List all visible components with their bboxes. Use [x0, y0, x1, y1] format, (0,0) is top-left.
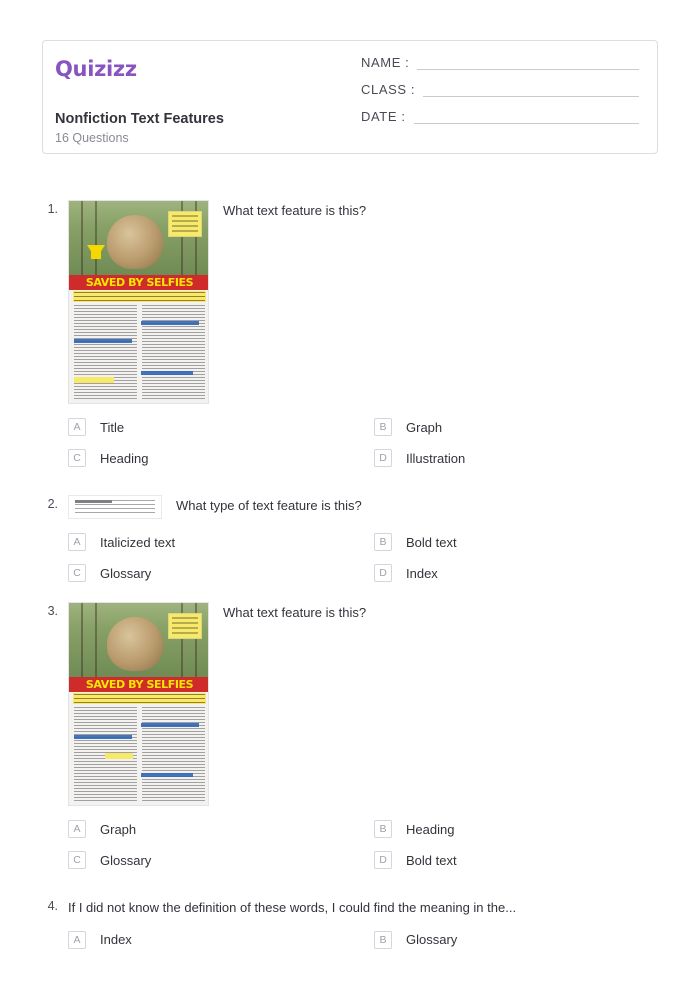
question-4-head	[42, 897, 658, 917]
class-field-row	[361, 82, 639, 97]
question-4-body	[68, 897, 658, 917]
question-1-body	[68, 200, 658, 404]
option-2d[interactable]	[374, 564, 658, 582]
text-snippet-thumbnail-icon	[68, 495, 162, 519]
sticky-note-icon	[168, 613, 202, 639]
question-1-number: 1.	[47, 202, 58, 216]
newspaper-headline: SAVED BY SELFIES	[69, 275, 209, 290]
option-letter: D	[374, 564, 392, 582]
newspaper-columns	[74, 707, 205, 801]
sticky-note-icon	[168, 211, 202, 237]
question-2-options	[68, 533, 658, 582]
option-2a[interactable]	[68, 533, 374, 551]
name-label: NAME :	[361, 55, 410, 70]
question-2-text: What type of text feature is this?	[176, 498, 362, 513]
option-label: Italicized text	[100, 534, 176, 550]
question-2-head	[42, 495, 658, 519]
option-letter: A	[68, 931, 86, 949]
option-label: Index	[406, 565, 438, 581]
yellow-arrow-icon	[87, 245, 105, 259]
question-3-text: What text feature is this?	[223, 605, 367, 620]
option-letter: B	[374, 533, 392, 551]
option-label: Title	[100, 419, 125, 435]
option-label: Illustration	[406, 450, 466, 466]
question-3-image-wrap	[68, 602, 209, 806]
newspaper-thumbnail-icon	[68, 200, 209, 404]
option-letter: B	[374, 418, 392, 436]
question-3-body	[68, 602, 658, 806]
question-3	[42, 602, 658, 869]
option-label: Glossary	[100, 565, 152, 581]
option-label: Heading	[406, 821, 455, 837]
spacer	[42, 875, 658, 897]
option-4a[interactable]	[68, 931, 374, 949]
option-label: Index	[100, 932, 132, 948]
option-letter: D	[374, 851, 392, 869]
date-label: DATE :	[361, 109, 406, 124]
quizizz-logo: Quizizz	[55, 57, 137, 81]
date-field-row	[361, 109, 639, 124]
class-input[interactable]	[423, 82, 639, 97]
question-4-text: If I did not know the definition of these words, I could find the meaning in the...	[68, 900, 517, 915]
option-letter: C	[68, 449, 86, 467]
option-letter: A	[68, 820, 86, 838]
question-3-options	[68, 820, 658, 869]
option-letter: C	[68, 564, 86, 582]
option-label: Bold text	[406, 852, 457, 868]
worksheet-header	[42, 40, 658, 154]
questions-list	[42, 200, 658, 955]
header-left	[43, 41, 343, 153]
question-4-options	[68, 931, 658, 949]
question-1-text: What text feature is this?	[223, 203, 367, 218]
option-1c[interactable]	[68, 449, 374, 467]
option-label: Glossary	[100, 852, 152, 868]
option-label: Bold text	[406, 534, 457, 550]
question-1-options	[68, 418, 658, 467]
newspaper-columns	[74, 305, 205, 399]
option-letter: A	[68, 533, 86, 551]
question-1	[42, 200, 658, 467]
option-label: Heading	[100, 450, 149, 466]
name-field-row	[361, 55, 639, 70]
subhead-lines	[74, 694, 205, 703]
spacer	[42, 588, 658, 602]
question-4-number: 4.	[47, 899, 58, 913]
option-letter: D	[374, 449, 392, 467]
spacer	[42, 473, 658, 495]
option-3d[interactable]	[374, 851, 658, 869]
option-label: Graph	[406, 419, 443, 435]
option-3c[interactable]	[68, 851, 374, 869]
question-2-number: 2.	[47, 497, 58, 511]
option-1a[interactable]	[68, 418, 374, 436]
subhead-lines	[74, 292, 205, 301]
newspaper-headline: SAVED BY SELFIES	[69, 677, 209, 692]
page-title: Nonfiction Text Features	[55, 111, 224, 127]
option-letter: B	[374, 820, 392, 838]
option-letter: C	[68, 851, 86, 869]
question-3-head	[42, 602, 658, 806]
question-4	[42, 897, 658, 949]
option-3b[interactable]	[374, 820, 658, 838]
question-count: 16 Questions	[55, 131, 129, 145]
option-letter: B	[374, 931, 392, 949]
option-4b[interactable]	[374, 931, 658, 949]
option-label: Graph	[100, 821, 137, 837]
option-2b[interactable]	[374, 533, 658, 551]
question-2-image-wrap	[68, 495, 162, 519]
date-input[interactable]	[414, 109, 639, 124]
student-fields	[343, 41, 657, 153]
option-label: Glossary	[406, 932, 458, 948]
option-3a[interactable]	[68, 820, 374, 838]
question-1-image-wrap	[68, 200, 209, 404]
question-2-body	[68, 495, 658, 519]
class-label: CLASS :	[361, 82, 416, 97]
question-3-number: 3.	[47, 604, 58, 618]
option-letter: A	[68, 418, 86, 436]
option-2c[interactable]	[68, 564, 374, 582]
question-2	[42, 495, 658, 582]
name-input[interactable]	[417, 55, 639, 70]
newspaper-thumbnail-icon	[68, 602, 209, 806]
option-1b[interactable]	[374, 418, 658, 436]
option-1d[interactable]	[374, 449, 658, 467]
question-1-head	[42, 200, 658, 404]
